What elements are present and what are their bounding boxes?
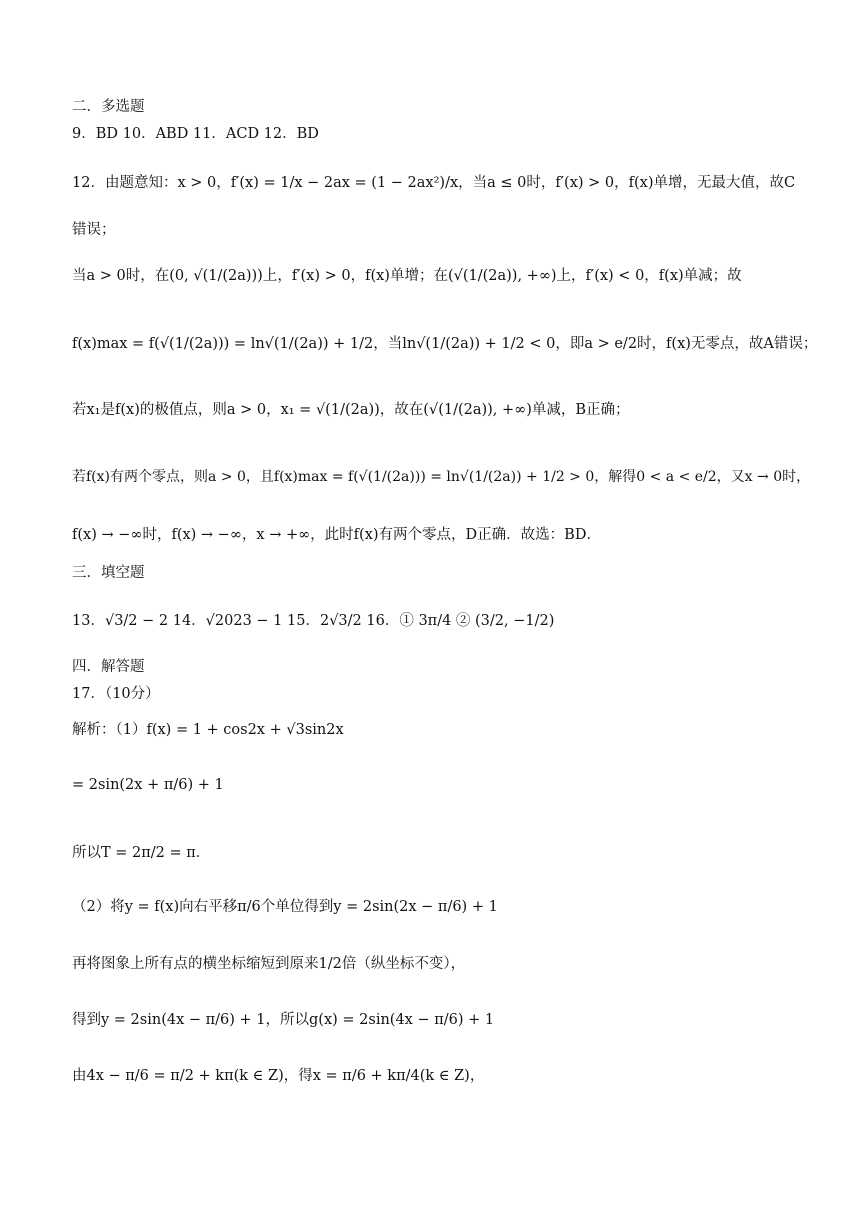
solution-17-part2-line-1: （2）将y = f(x)向右平移π/6个单位得到y = 2sin(2x − π/6) + 1 (72, 899, 498, 915)
solution-12-line-6: 若f(x)有两个零点，则a > 0，且f(x)max = f(√(1/(2a))) = ln√(1/(2a)) + 1/2 > 0，解得0 < a < e/2，又x → 0时， (72, 469, 811, 485)
section-heading-solutions: 四．解答题 (72, 659, 145, 675)
solution-17-line-1: 解析：（1）f(x) = 1 + cos2x + √3sin2x (72, 722, 344, 738)
answer-line-13-16: 13．√3/2 − 2 14．√2023 − 1 15．2√3/2 16．① 3π/4 ② (3/2, −1/2) (72, 613, 555, 629)
solution-12-line-3: 当a > 0时，在(0, √(1/(2a)))上，f′(x) > 0，f(x)单增；在(√(1/(2a)), +∞)上，f′(x) < 0，f(x)单减；故 (72, 268, 742, 284)
solution-12-line-4: f(x)max = f(√(1/(2a))) = ln√(1/(2a)) + 1/2，当ln√(1/(2a)) + 1/2 < 0，即a > e/2时，f(x)无零点，故A错误； (72, 336, 818, 352)
solution-17-part2-line-4: 由4x − π/6 = π/2 + kπ(k ∈ Z)，得x = π/6 + kπ/4(k ∈ Z)， (72, 1068, 485, 1084)
problem-17-heading: 17．（10分） (72, 686, 160, 702)
section-heading-multiple-choice: 二．多选题 (72, 99, 145, 115)
solution-12-line-2: 错误； (72, 222, 116, 238)
answer-line-9-12: 9．BD 10．ABD 11．ACD 12．BD (72, 126, 319, 142)
solution-12-line-1: 12．由题意知：x > 0，f′(x) = 1/x − 2ax = (1 − 2ax²)/x，当a ≤ 0时，f′(x) > 0，f(x)单增，无最大值，故C (72, 175, 796, 191)
solution-17-line-2: = 2sin(2x + π/6) + 1 (72, 777, 224, 793)
solution-17-period: 所以T = 2π/2 = π． (72, 845, 211, 861)
section-heading-fill-in: 三．填空题 (72, 565, 145, 581)
solution-12-line-5: 若x₁是f(x)的极值点，则a > 0，x₁ = √(1/(2a))，故在(√(1/(2a)), +∞)单减，B正确； (72, 402, 630, 418)
solution-17-part2-line-3: 得到y = 2sin(4x − π/6) + 1，所以g(x) = 2sin(4x − π/6) + 1 (72, 1012, 495, 1028)
solution-17-part2-line-2: 再将图象上所有点的横坐标缩短到原来1/2倍（纵坐标不变）， (72, 956, 466, 972)
solution-12-line-7: f(x) → −∞时，f(x) → −∞，x → +∞，此时f(x)有两个零点，D正确．故选：BD． (72, 527, 601, 543)
